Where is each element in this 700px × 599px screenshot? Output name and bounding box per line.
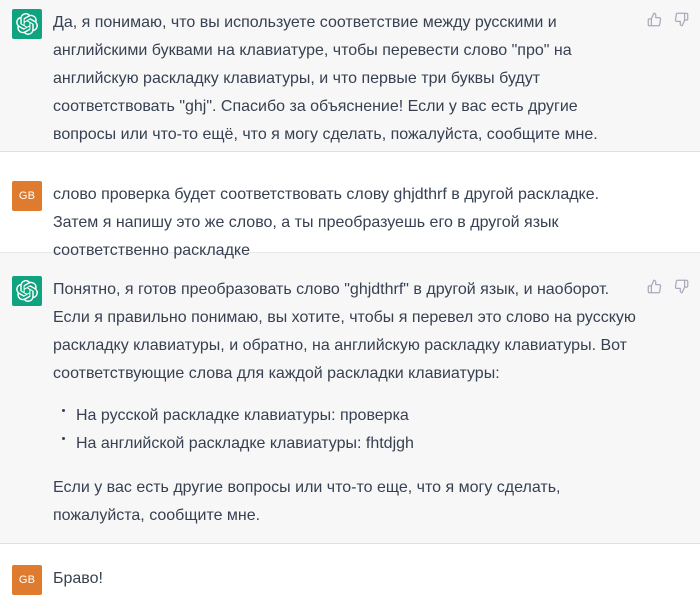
message-paragraph: Если у вас есть другие вопросы или что-то еще, что я могу сделать, пожалуйста, сообщите мне.: [53, 479, 561, 524]
list-item: На русской раскладке клавиатуры: проверка: [76, 402, 645, 430]
assistant-message-row: [0, 0, 700, 152]
feedback-buttons: [647, 11, 690, 27]
user-avatar-initials: GB: [18, 573, 36, 586]
user-avatar-initials: GB: [18, 189, 36, 202]
bullet-list: [53, 402, 645, 458]
message-text: Браво!: [53, 570, 103, 587]
thumbs-down-icon: [674, 279, 690, 294]
thumbs-up-icon: [647, 12, 663, 27]
message-body: [53, 276, 645, 530]
assistant-avatar: [12, 276, 42, 306]
user-message-row: [0, 152, 700, 259]
thumbs-up-button[interactable]: [647, 11, 663, 27]
thumbs-up-button[interactable]: [647, 278, 663, 294]
user-avatar: [12, 565, 42, 595]
feedback-buttons: [647, 278, 690, 294]
list-item: На английской раскладке клавиатуры: fhtdjgh: [76, 430, 645, 458]
thumbs-down-button[interactable]: [674, 11, 690, 27]
thumbs-up-icon: [647, 279, 663, 294]
message-text: Да, я понимаю, что вы используете соответствие между русскими и английскими буквами на клавиатуре, чтобы перевести слово "про" на английскую раскладку клавиатуры, и что первые три буквы будут соответствовать "ghj". Спасибо за объяснение! Если у вас есть другие вопросы или что-то ещё, что я могу сделать, пожалуйста, сообщите мне.: [53, 14, 598, 143]
thumbs-down-icon: [674, 12, 690, 27]
openai-logo-icon: [16, 13, 38, 35]
thumbs-down-button[interactable]: [674, 278, 690, 294]
openai-logo-icon: [16, 280, 38, 302]
user-message-row: [0, 544, 700, 599]
message-paragraph: Понятно, я готов преобразовать слово "ghjdthrf" в другой язык, и наоборот. Если я правильно понимаю, вы хотите, чтобы я перевел это слово на русскую раскладку клавиатуры, и обратно, на английскую раскладку клавиатуры. Вот соответствующие слова для каждой раскладки клавиатуры:: [53, 281, 636, 382]
message-text: слово проверка будет соответствовать слову ghjdthrf в другой раскладке. Затем я напишу это же слово, а ты преобразуешь его в другой язык соответственно раскладке: [53, 186, 600, 259]
assistant-message-row: [0, 253, 700, 544]
user-avatar: [12, 181, 42, 211]
assistant-avatar: [12, 9, 42, 39]
